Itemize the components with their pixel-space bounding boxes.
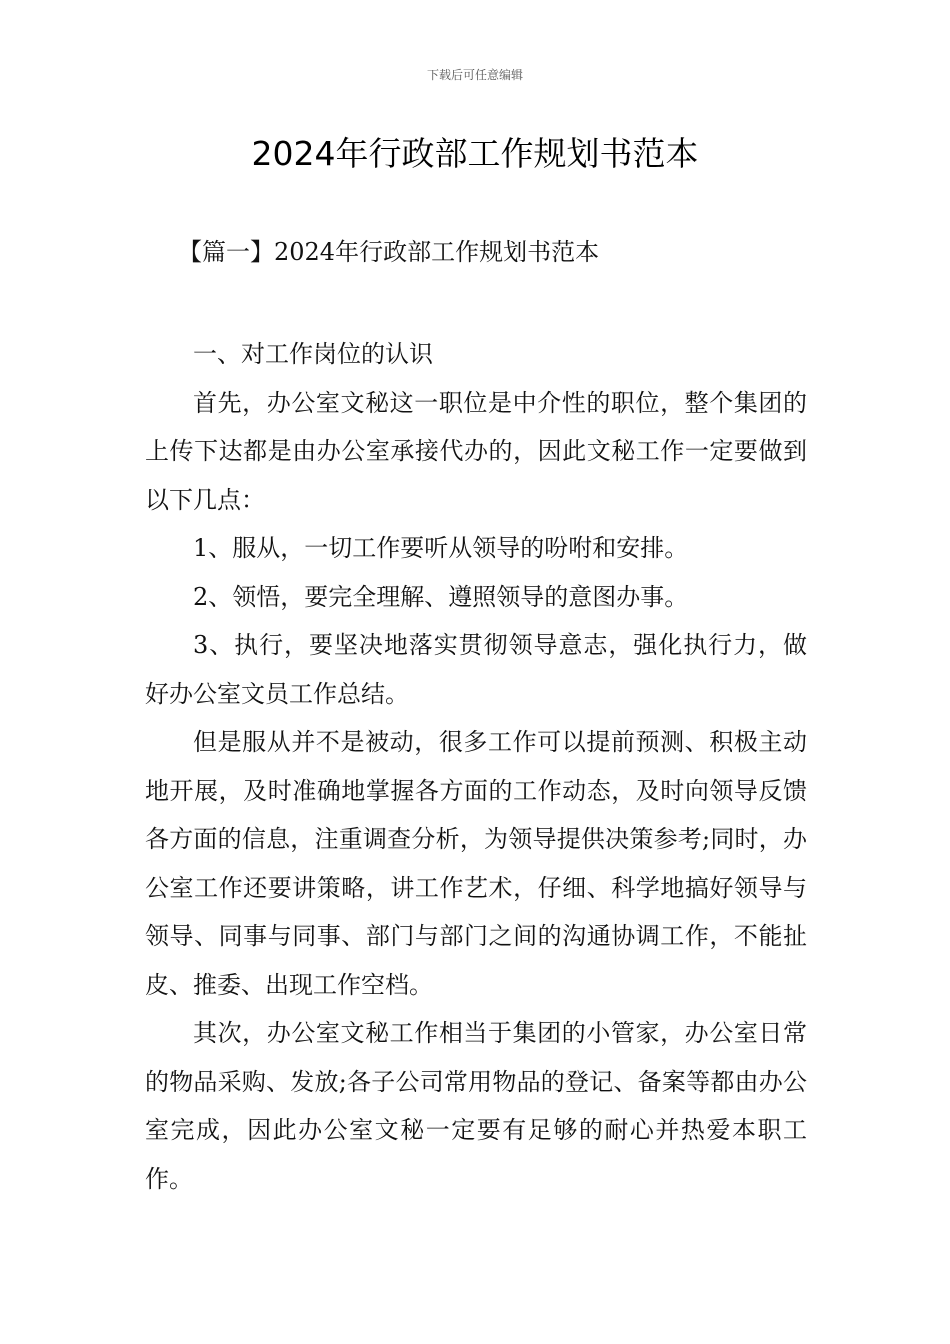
section-title: 【篇一】2024年行政部工作规划书范本 bbox=[178, 238, 600, 266]
paragraph-heading: 一、对工作岗位的认识 bbox=[193, 340, 433, 368]
paragraph: 其次，办公室文秘工作相当于集团的小管家，办公室日常的物品采购、发放;各子公司常用物品的登记、备案等都由办公室完成，因此办公室文秘一定要有足够的耐心并热爱本职工作。 bbox=[145, 1019, 807, 1193]
list-item: 3、执行，要坚决地落实贯彻领导意志，强化执行力，做好办公室文员工作总结。 bbox=[145, 631, 807, 708]
document-body bbox=[145, 330, 807, 1203]
document-title: 2024年行政部工作规划书范本 bbox=[251, 134, 699, 173]
list-item: 1、服从，一切工作要听从领导的吩咐和安排。 bbox=[193, 534, 689, 562]
header-note: 下载后可任意编辑 bbox=[426, 68, 523, 82]
paragraph: 首先，办公室文秘这一职位是中介性的职位，整个集团的上传下达都是由办公室承接代办的，因此文秘工作一定要做到以下几点： bbox=[145, 388, 807, 514]
paragraph: 但是服从并不是被动，很多工作可以提前预测、积极主动地开展，及时准确地掌握各方面的工作动态，及时向领导反馈各方面的信息，注重调查分析，为领导提供决策参考;同时，办公室工作还要讲策略，讲工作艺术，仔细、科学地搞好领导与领导、同事与同事、部门与部门之间的沟通协调工作，不能扯皮、推委、出现工作空档。 bbox=[145, 728, 807, 999]
list-item: 2、领悟，要完全理解、遵照领导的意图办事。 bbox=[193, 582, 689, 611]
